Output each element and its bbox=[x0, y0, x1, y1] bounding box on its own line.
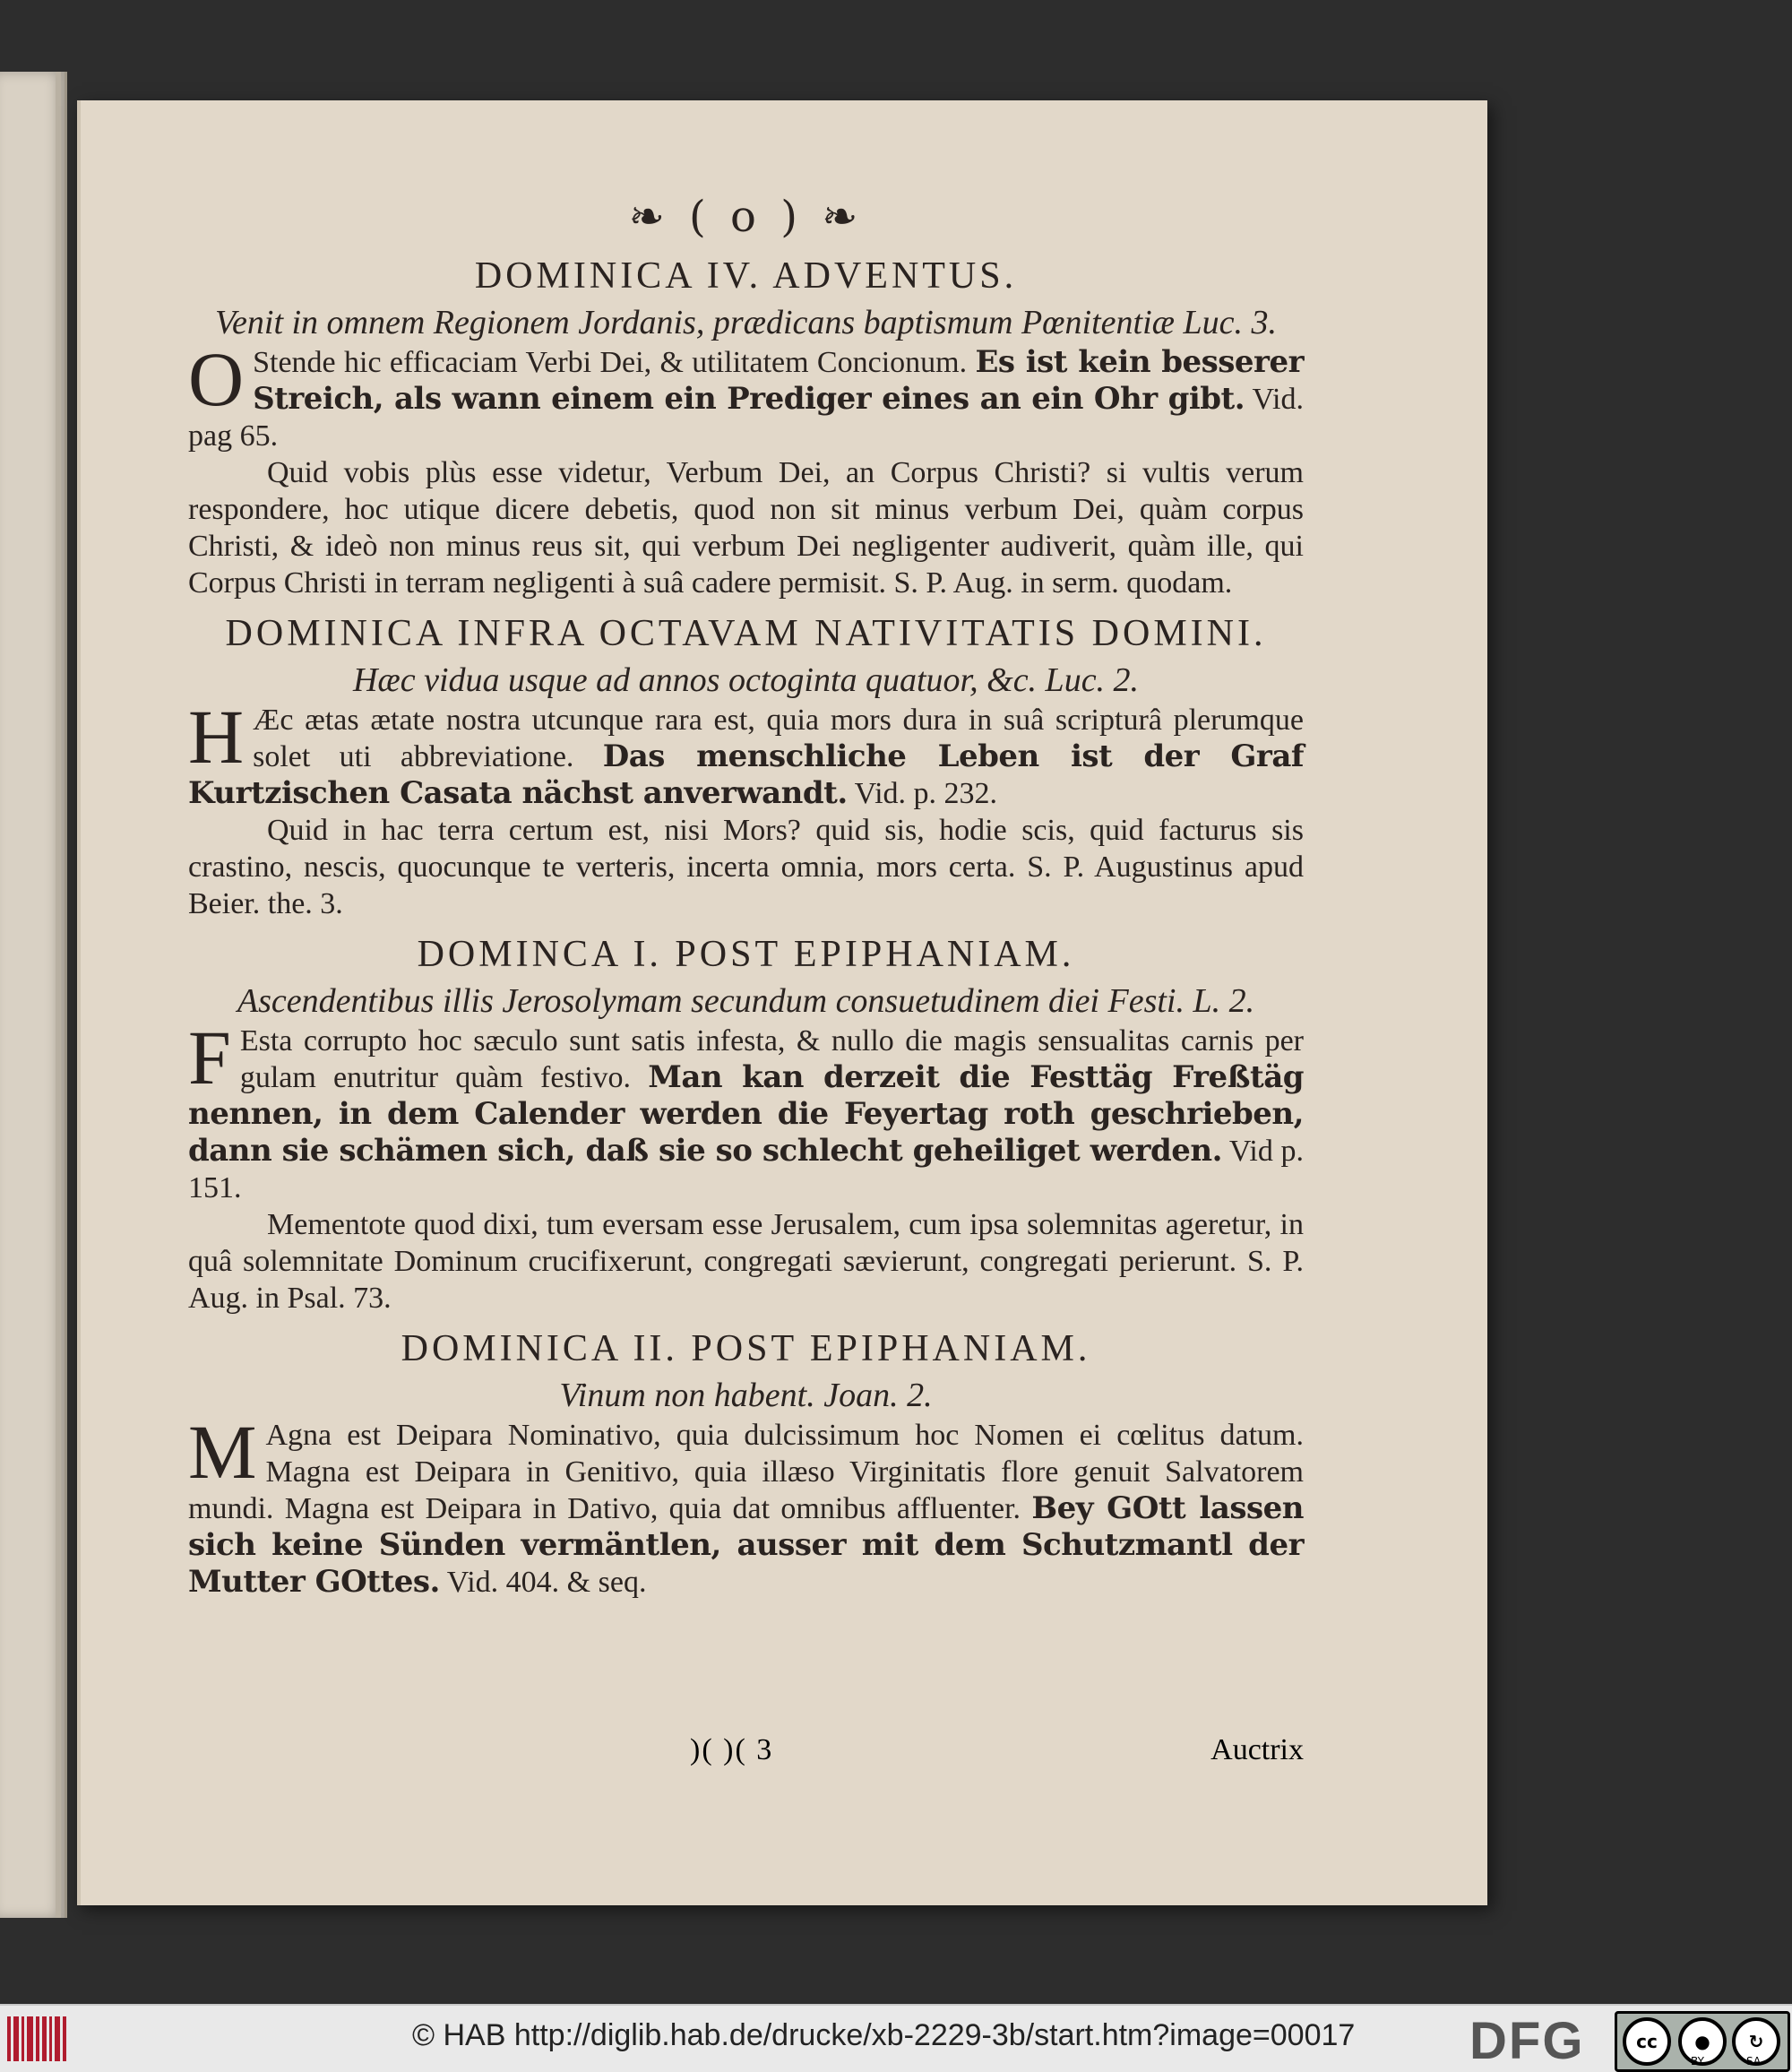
scripture-verse: Hæc vidua usque ad annos octoginta quatuor, &c. Luc. 2. bbox=[352, 661, 1140, 699]
latin-text: Esta corrupto hoc sæculo sunt satis infesta, & nullo die magis sensualitas carnis per gulam enutritur quàm festivo. bbox=[239, 1024, 1304, 1094]
hab-logo-icon bbox=[7, 2016, 73, 2061]
latin-text: Agna est Deipara Nominativo, quia dulcissimum hoc Nomen ei cœlitus datum. Magna est Deipara in Genitivo, quia illæso Virginitatis flore genuit Salvatorem mundi. Magna est Deipara in Dativo, quia dat omnibus affluenter. bbox=[188, 1419, 1304, 1525]
drop-cap: H bbox=[188, 694, 245, 780]
by-label: BY bbox=[1691, 2055, 1704, 2068]
scripture-verse: Vinum non habent. Joan. 2. bbox=[559, 1377, 933, 1414]
drop-cap: F bbox=[188, 1014, 231, 1101]
signature-mark: )( )( 3 bbox=[690, 1733, 774, 1766]
by-icon: ● bbox=[1678, 2017, 1727, 2066]
page-footer bbox=[188, 1733, 1304, 1778]
dfg-logo: DFG bbox=[1469, 2012, 1585, 2070]
section-heading: DOMINICA INFRA OCTAVAM NATIVITATIS DOMINI. bbox=[225, 613, 1267, 654]
page-text bbox=[188, 190, 1304, 1601]
reference-text: Vid. p. 232. bbox=[854, 777, 998, 810]
sa-icon: ↻ bbox=[1732, 2017, 1780, 2066]
paragraph: Quid in hac terra certum est, nisi Mors? quid sis, hodie scis, quid facturus sis crastino, nescis, quocunque te verteris, incerta omnia, mors certa. S. P. Augustinus apud Beier. the. 3. bbox=[188, 814, 1304, 920]
page-header-ornament: ❧ ( o ) ❧ bbox=[628, 192, 864, 242]
german-text: Bey GOtt lassen sich keine Sünden vermäntlen, ausser mit dem Schutzmantl der Mutter GOttes. bbox=[188, 1490, 1304, 1600]
cc-license-badge[interactable] bbox=[1615, 2011, 1790, 2072]
german-text: Es ist kein besserer Streich, als wann einem ein Prediger eines an ein Ohr gibt. bbox=[253, 344, 1305, 417]
latin-text: Stende hic efficaciam Verbi Dei, & utilitatem Concionum. bbox=[253, 346, 968, 379]
paragraph bbox=[188, 1409, 1304, 1601]
page-gutter bbox=[56, 72, 61, 1918]
scripture-verse: Ascendentibus illis Jerosolymam secundum consuetudinem diei Festi. L. 2. bbox=[237, 982, 1255, 1020]
section-heading: DOMINICA II. POST EPIPHANIAM. bbox=[401, 1328, 1091, 1369]
section-heading: DOMINICA IV. ADVENTUS. bbox=[474, 255, 1018, 297]
section-heading: DOMINCA I. POST EPIPHANIAM. bbox=[417, 934, 1075, 975]
sa-label: SA bbox=[1746, 2055, 1762, 2068]
paragraph bbox=[188, 336, 1305, 454]
reference-text: Vid. pag 65. bbox=[188, 383, 1305, 453]
paragraph: Quid vobis plùs esse videtur, Verbum Dei, an Corpus Christi? si vultis verum respondere, hoc utique dicere debetis, quod non sit minus verbum Dei, quàm corpus Christi, & ideò non minus reus sit, qui verbum Dei negligenter audiverit, quàm ille, qui Corpus Christi in terram negligenti à suâ cadere permisit. S. P. Aug. in serm. quodam. bbox=[188, 456, 1304, 600]
drop-cap: M bbox=[188, 1409, 257, 1495]
book-page bbox=[77, 100, 1487, 1905]
latin-text: Æc ætas ætate nostra utcunque rara est, quia mors dura in suâ scripturâ plerumque solet uti abbreviatione. bbox=[253, 704, 1304, 773]
credit-bar bbox=[0, 2004, 1792, 2072]
paragraph bbox=[188, 694, 1305, 812]
copyright-link[interactable]: © HAB http://diglib.hab.de/drucke/xb-2229-3b/start.htm?image=00017 bbox=[412, 2018, 1356, 2052]
paragraph: Mementote quod dixi, tum eversam esse Jerusalem, cum ipsa solemnitas ageretur, in quâ solemnitate Dominum crucifixerunt, congregati sævierunt, congregati perierunt. S. P. Aug. in Psal. 73. bbox=[188, 1208, 1304, 1315]
scripture-verse: Venit in omnem Regionem Jordanis, prædicans baptismum Pœnitentiæ Luc. 3. bbox=[215, 304, 1277, 341]
paragraph bbox=[188, 1014, 1305, 1206]
german-text: Das menschliche Leben ist der Graf Kurtzischen Casata nächst anverwandt. bbox=[188, 738, 1305, 811]
cc-icon: cc bbox=[1623, 2017, 1671, 2066]
german-text: Man kan derzeit die Festtäg Freßtäg nennen, in dem Calender werden die Feyertag roth geschrieben, dann sie schämen sich, daß sie so schlecht geheiliget werden. bbox=[188, 1059, 1305, 1169]
catchword: Auctrix bbox=[1210, 1733, 1304, 1766]
reference-text: Vid p. 151. bbox=[188, 1135, 1304, 1204]
drop-cap: O bbox=[188, 336, 245, 422]
reference-text: Vid. 404. & seq. bbox=[446, 1566, 647, 1599]
